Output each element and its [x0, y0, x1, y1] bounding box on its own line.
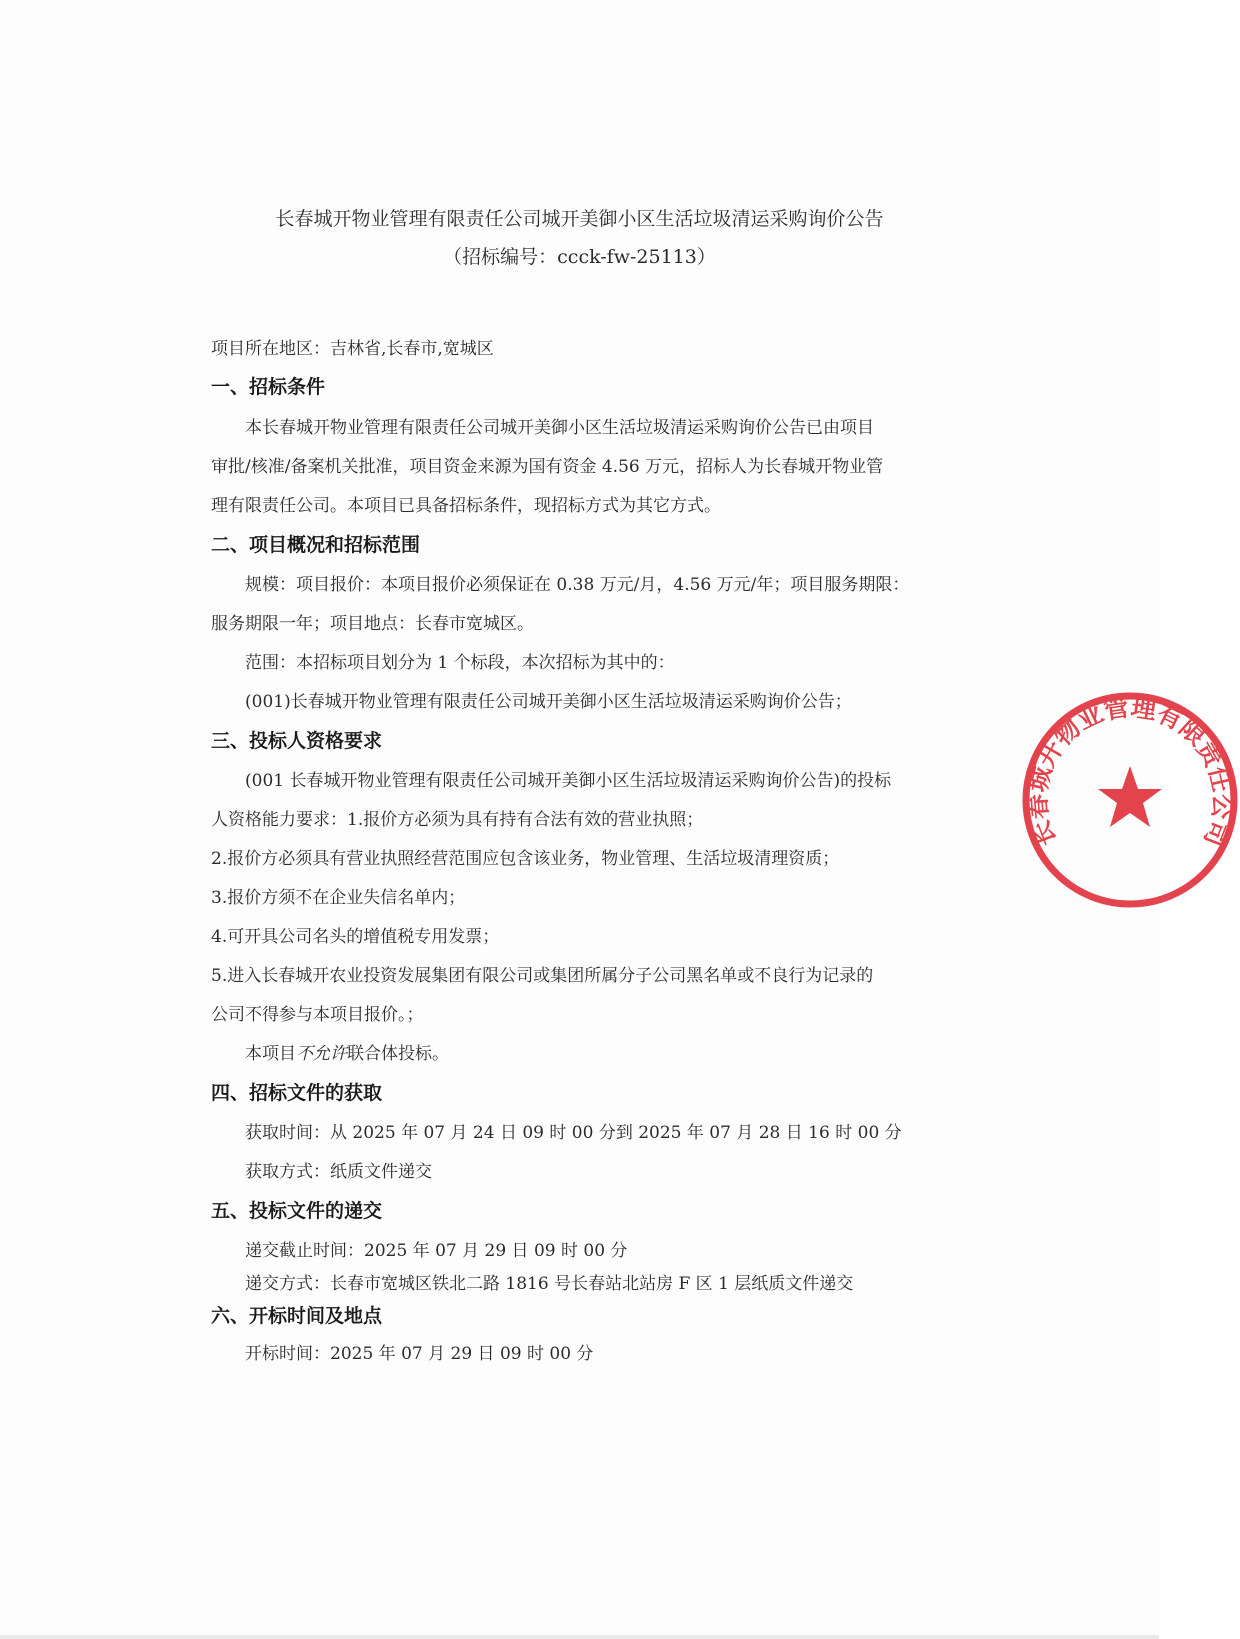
section-1-heading: 一、招标条件	[211, 376, 326, 398]
section-2-line-2: 服务期限一年；项目地点：长春市宽城区。	[211, 614, 534, 634]
section-1-line-3: 理有限责任公司。本项目已具备招标条件，现招标方式为其它方式。	[211, 496, 721, 516]
company-seal-stamp	[1020, 690, 1240, 910]
seal-artwork	[1022, 693, 1237, 904]
section-2-line-4: (001)长春城开物业管理有限责任公司城开美御小区生活垃圾清运采购询价公告；	[245, 692, 852, 712]
joint-bid-emphasis: 不允许	[296, 1044, 347, 1064]
joint-bid-prefix: 本项目	[245, 1044, 296, 1064]
section-3-line-4: 3.报价方须不在企业失信名单内；	[211, 888, 466, 908]
seal-star-icon	[1098, 766, 1162, 827]
section-3-line-5: 4.可开具公司名头的增值税专用发票；	[211, 927, 500, 947]
section-2-line-3: 范围：本招标项目划分为 1 个标段，本次招标为其中的：	[245, 653, 675, 673]
section-1-line-2: 审批/核准/备案机关批准，项目资金来源为国有资金 4.56 万元，招标人为长春城开物业管	[211, 457, 884, 477]
seal-text-path: 长春城开物业管理有限责任公司	[1022, 692, 1238, 851]
section-5-heading: 五、投标文件的递交	[211, 1200, 383, 1222]
section-4-heading: 四、招标文件的获取	[211, 1082, 383, 1104]
section-2-heading: 二、项目概况和招标范围	[211, 534, 421, 556]
section-3-line-3: 2.报价方必须具有营业执照经营范围应包含该业务，物业管理、生活垃圾清理资质；	[211, 849, 840, 869]
section-4-line-2: 获取方式：纸质文件递交	[245, 1162, 432, 1182]
section-3-line-1: (001 长春城开物业管理有限责任公司城开美御小区生活垃圾清运采购询价公告)的投标	[245, 771, 892, 791]
section-6-heading: 六、开标时间及地点	[211, 1305, 383, 1327]
section-1-line-1: 本长春城开物业管理有限责任公司城开美御小区生活垃圾清运采购询价公告已由项目	[245, 418, 874, 438]
document-title: 长春城开物业管理有限责任公司城开美御小区生活垃圾清运采购询价公告	[275, 208, 884, 230]
section-3-line-7: 公司不得参与本项目报价。；	[211, 1005, 424, 1025]
section-3-line-6: 5.进入长春城开农业投资发展集团有限公司或集团所属分子公司黑名单或不良行为记录的	[211, 966, 874, 986]
section-5-line-2: 递交方式：长春市宽城区铁北二路 1816 号长春站北站房 F 区 1 层纸质文件递交	[245, 1274, 854, 1294]
joint-bid-line	[245, 1042, 449, 1066]
document-subtitle: （招标编号：ccck-fw-25113）	[443, 246, 716, 268]
joint-bid-suffix: 联合体投标。	[347, 1044, 449, 1064]
section-6-line-1: 开标时间：2025 年 07 月 29 日 09 时 00 分	[245, 1344, 594, 1364]
section-3-heading: 三、投标人资格要求	[211, 730, 383, 752]
section-2-line-1: 规模：项目报价：本项目报价必须保证在 0.38 万元/月，4.56 万元/年；项目服务期限：	[245, 575, 910, 595]
location-line: 项目所在地区：吉林省,长春市,宽城区	[211, 339, 494, 359]
section-5-line-1: 递交截止时间：2025 年 07 月 29 日 09 时 00 分	[245, 1241, 628, 1261]
section-3-line-2: 人资格能力要求：1.报价方必须为具有持有合法有效的营业执照；	[211, 810, 704, 830]
page-bottom-edge	[0, 1635, 1159, 1639]
section-4-line-1: 获取时间：从 2025 年 07 月 24 日 09 时 00 分到 2025 年 07 月 28 日 16 时 00 分	[245, 1123, 902, 1143]
